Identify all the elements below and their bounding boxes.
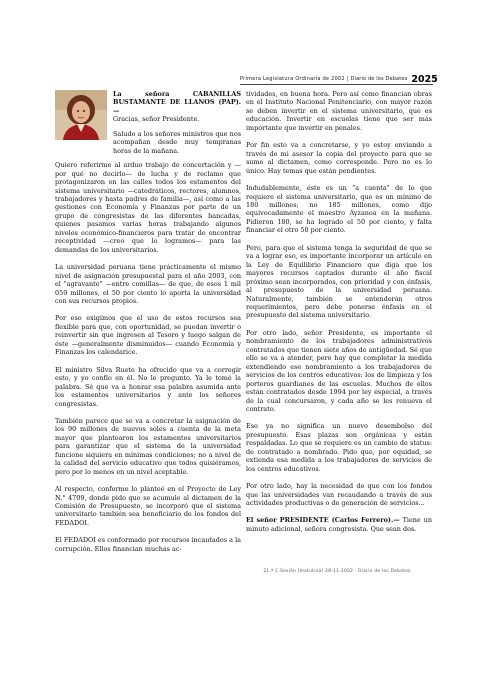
closing-paragraph [246,516,432,533]
paragraph: Por fin esto va a concretarse, y yo estoy enviando a través de mi asesor la copia del proyecto para que se sume al dictamen, como corresponde. Pero no es lo único. Hay temas que están pendientes. [246,141,432,175]
paragraph: Por otro lado, hay la necesidad de que con los fondos que las universidades van recaudando a través de sus actividades productivas o de generación de servicios... [246,482,432,508]
speaker-portrait-image [55,90,107,140]
paragraph: tividades, en buena hora. Pero así como financian obras en el Instituto Nacional Penitenciario, con mayor razón se deben invertir en el sistema universitario, que es educación. Invertir en escuelas tiene que ser más importante que invertir en penales. [246,90,432,132]
paragraph: Indudablemente, éste es un "a cuenta" de lo que requiere el sistema universitario, que es un mínimo de 180 millones; no 185 millones, como dijo equivocadamente el maestro Ayzanoa en la mañana. Pidieron 180, se ha logrado el 50 por ciento, y falta financiar el otro 50 por ciento. [246,184,432,235]
paragraph: Eso ya no significa un nuevo desembolso del presupuesto. Esas plazas son orgánicas y están respaldadas. Lo que se requiere es un cambio de status: de contratado a nombrado. Pido que, por equidad, se extienda esa medida a los trabajadores de servicios de los centros educativos. [246,422,432,473]
paragraph: También parece que se va a concretar la asignación de los 90 millones de nuevos soles a cuenta de la meta mayor que plantearon los estamentos universitarios para garantizar que el sistema de la universidad funcione siquiera en mínimas condiciones; no a nivel de la calidad del servicio educativo que todos quisiéramos, pero por lo menos en un nivel aceptable. [55,416,241,476]
page-number: 2025 [411,73,438,85]
paragraph: Por eso exigimos que el uso de estos recursos sea flexible para que, con oportunidad, se puedan invertir o reinvertir sin que ingresen al Tesoro y luego salgan de éste —generalmente disminuidos— cuando Economía y Finanzas los calendarice. [55,314,241,357]
paragraph: El ministro Silva Ruete ha ofrecido que va a corregir esto, y yo confío en él. No le pregunto. Ya le tomé la palabra. Sé que va a honrar esa palabra asumida ante los estamentos universitarios y ante los señores congresistas. [55,365,241,408]
header-separator: | [346,76,349,82]
paragraph: La universidad peruana tiene prácticamente el mismo nivel de asignación presupuestal para el año 2003, con el "agravante" —entre comillas— de que, de esos 1 mil 059 millones, el 50 por ciento lo aporta la universidad con sus recursos propios. [55,263,241,305]
speaker-intro [55,90,241,161]
paragraph: Por otro lado, señor Presidente, es importante el nombramiento de los trabajadores administrativos contratados que tienen siete años de antigüedad. Sé que ello se va a atender, pero hay que completar la medida extendiendo ese nombramiento a los trabajadores de servicios de los centros educativos: los de limpieza y los porteros guardianes de las escuelas. Muchos de ellos están contratados desde 1994 por ley especial, a través de la cual concursaron, y cada año se les renueva el contrato. [246,328,432,413]
right-column [246,90,432,542]
paragraph: Quiero referirme al arduo trabajo de concertación y —por qué no decirlo— de lucha y de reclamo que protagonizaron en las calles todos los estamentos del sistema universitario —catedráticos, rectores, alumnos, trabajadores y hasta padres de familia—, así como a las gestiones con Economía y Finanzas por parte de un grupo de congresistas de las diferentes bancadas, quienes pasamos varias horas trabajando algunos niveles económico-financieros para tratar de encontrar receptividad —creo que lo logramos— para las demandas de los universitarios. [55,161,241,254]
president-remark: Tiene un minuto adicional, señora congresista. Que sean dos. [246,516,433,533]
header-rule [240,84,433,85]
speaker-portrait [55,90,107,140]
paragraph-last: El FEDADOI es conformado por recursos incautados a la corrupción. Ellos financian muchas ac- [55,536,241,553]
intro-paragraph-2: Saludo a los señores ministros que nos acompañan desde muy tempranas horas de la mañana. [113,129,241,155]
intro-text [113,90,241,161]
header-diario: Diario de los Debates [350,76,408,82]
page-footer: 21.ª C Sesión (matutina) 28-11-2002 · Diario de los Debates [263,569,411,574]
intro-paragraph-1 [113,90,241,124]
paragraph: Pero, para que el sistema tenga la seguridad de que se va a lograr eso, es importante incorporar un artículo en la Ley de Equilibrio Financiero que diga que los mayores recursos captados durante el año fiscal próximo sean incorporados, con prioridad y con énfasis, al presupuesto de la universidad peruana. Naturalmente, también se entenderán otros requerimientos, pero debe ponerse énfasis en el presupuesto del sistema universitario. [246,243,432,320]
president-speaker: El señor PRESIDENTE (Carlos Ferrero).— [246,516,400,525]
speaker-greeting: Gracias, señor Presidente. [113,115,200,124]
left-column [55,90,241,562]
header-session: Primera Legislatura Ordinaria de 2002 [240,76,345,82]
paragraph: Al respecto, conforme lo planteé en el Proyecto de Ley N.° 4709, donde pido que se acumule al dictamen de la Comisión de Presupuesto, se incorporó que el sistema universitario también sea beneficiario de los fondos del FEDADOI. [55,485,241,527]
speaker-name: La señora CABANILLAS BUSTAMANTE DE LLANOS (PAP).— [113,90,241,115]
